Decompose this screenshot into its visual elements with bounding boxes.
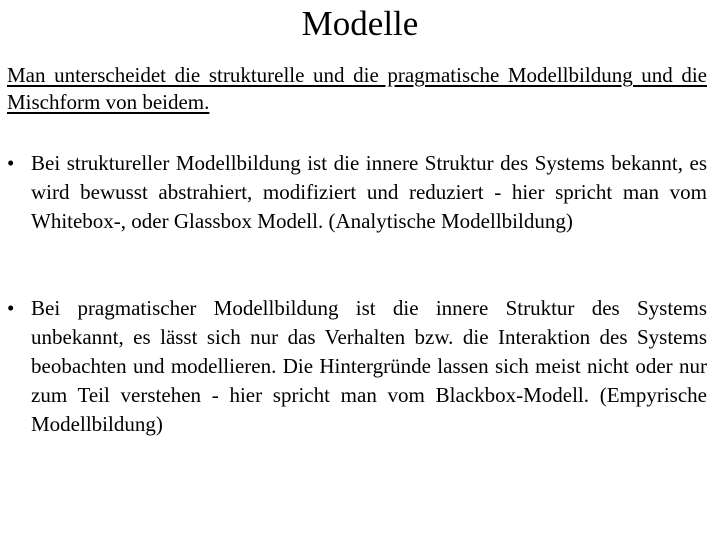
bullet-icon: • <box>7 151 15 175</box>
bullet-item-structural <box>7 149 707 236</box>
bullet-icon: • <box>7 296 15 320</box>
slide-title: Modelle <box>301 4 419 43</box>
intro-text: Man unterscheidet die strukturelle und die pragmatische Modellbildung und die Mischform von beidem. <box>7 63 707 114</box>
bullet-text-structural: Bei struktureller Modellbildung ist die innere Struktur des Systems bekannt, es wird bewusst abstrahiert, modifiziert und reduziert - hier spricht man vom Whitebox-, oder Glassbox Modell. (Analytische Modellbildung) <box>31 151 707 233</box>
bullet-item-pragmatic <box>7 294 707 439</box>
bullet-text-pragmatic: Bei pragmatischer Modellbildung ist die innere Struktur des Systems unbekannt, es lässt sich nur das Verhalten bzw. die Interaktion des Systems beobachten und modellieren. Die Hintergründe lassen sich meist nicht oder nur zum Teil verstehen - hier spricht man vom Blackbox-Modell. (Empyrische Modellbildung) <box>31 296 707 436</box>
